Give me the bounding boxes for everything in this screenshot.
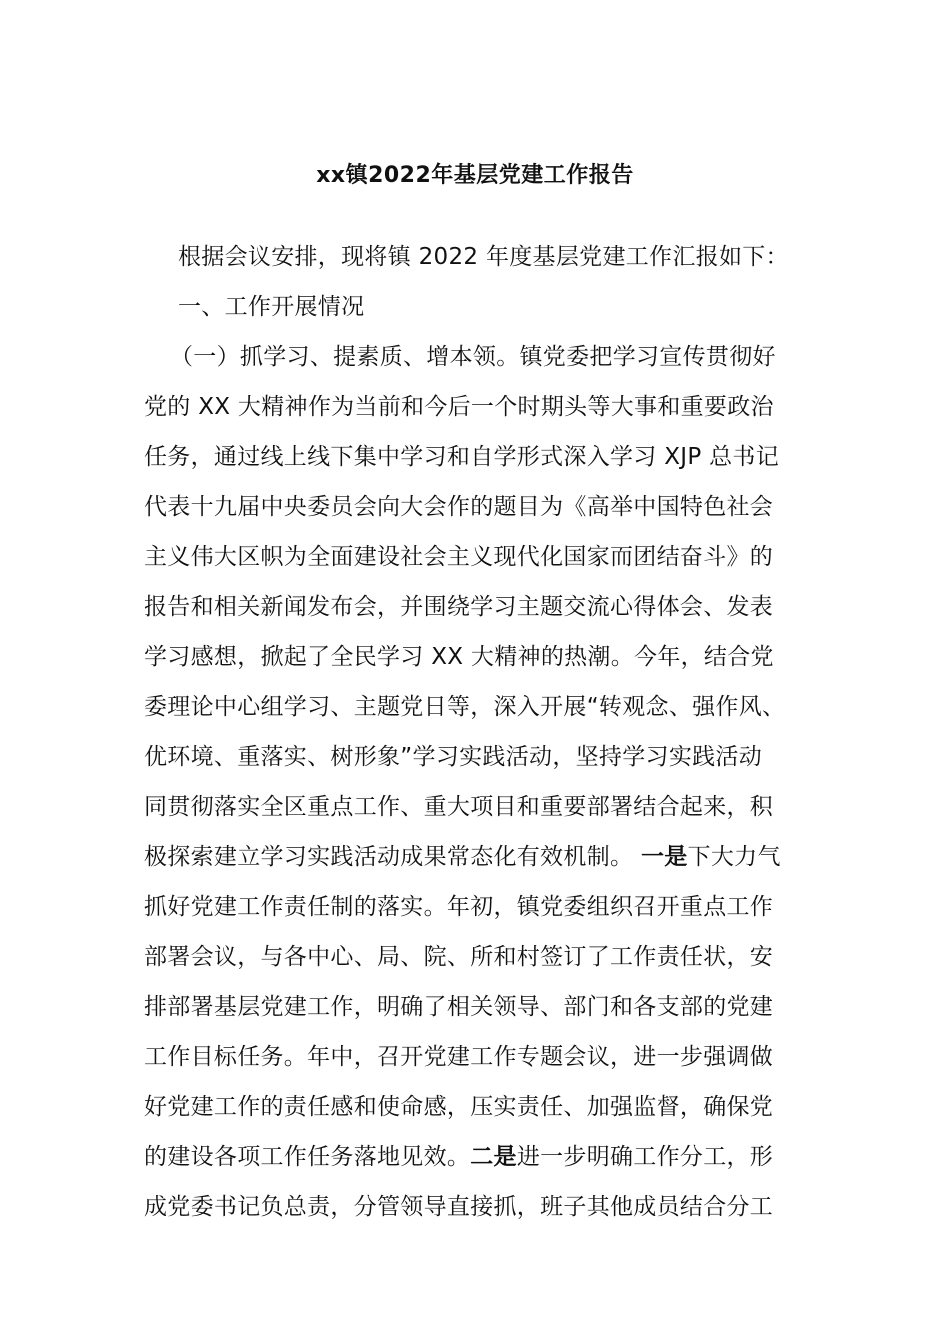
paragraph-line: 优环境、重落实、树形象”学习实践活动，坚持学习实践活动 [144, 744, 763, 770]
paragraph-line: 主义伟大区帜为全面建设社会主义现代化国家而团结奋斗》的 [144, 544, 774, 570]
paragraph-line: 抓好党建工作责任制的落实。年初，镇党委组织召开重点工作 [144, 894, 774, 920]
document-title: xx镇2022年基层党建工作报告 [316, 163, 634, 188]
emphasis-first: 一是 [640, 844, 688, 870]
paragraph-line: 成党委书记负总责，分管领导直接抓，班子其他成员结合分工 [144, 1194, 774, 1220]
paragraph-line: 同贯彻落实全区重点工作、重大项目和重要部署结合起来，积 [144, 794, 774, 820]
paragraph-line: 任务，通过线上线下集中学习和自学形式深入学习 XJP 总书记 [144, 444, 780, 470]
paragraph-line: 工作目标任务。年中，召开党建工作专题会议，进一步强调做 [144, 1044, 774, 1070]
paragraph-line [144, 1138, 773, 1171]
paragraph-line: 党的 XX 大精神作为当前和今后一个时期头等大事和重要政治 [144, 394, 774, 420]
paragraph-line: 委理论中心组学习、主题党日等，深入开展“转观念、强作风、 [144, 694, 786, 720]
paragraph-line: 代表十九届中央委员会向大会作的题目为《高举中国特色社会 [144, 494, 774, 520]
paragraph-line: （一）抓学习、提素质、增本领。镇党委把学习宣传贯彻好 [170, 344, 776, 370]
section-heading: 一、工作开展情况 [178, 294, 365, 320]
emphasis-second: 二是 [470, 1144, 517, 1170]
intro-paragraph: 根据会议安排，现将镇 2022 年度基层党建工作汇报如下： [178, 244, 789, 270]
paragraph-line: 部署会议，与各中心、局、院、所和村签订了工作责任状，安 [144, 944, 774, 970]
paragraph-line: 学习感想，掀起了全民学习 XX 大精神的热潮。今年，结合党 [144, 644, 774, 670]
paragraph-line: 好党建工作的责任感和使命感，压实责任、加强监督，确保党 [144, 1094, 774, 1120]
line-text: 的建设各项工作任务落地见效。 [144, 1144, 471, 1170]
line-text: 进一步明确工作分工，形 [516, 1144, 774, 1170]
paragraph-line: 排部署基层党建工作，明确了相关领导、部门和各支部的党建 [144, 994, 774, 1020]
line-text: 极探索建立学习实践活动成果常态化有效机制。 [144, 844, 634, 870]
paragraph-line [144, 838, 781, 871]
line-text: 下大力气 [687, 844, 781, 870]
paragraph-line: 报告和相关新闻发布会，并围绕学习主题交流心得体会、发表 [144, 594, 774, 620]
